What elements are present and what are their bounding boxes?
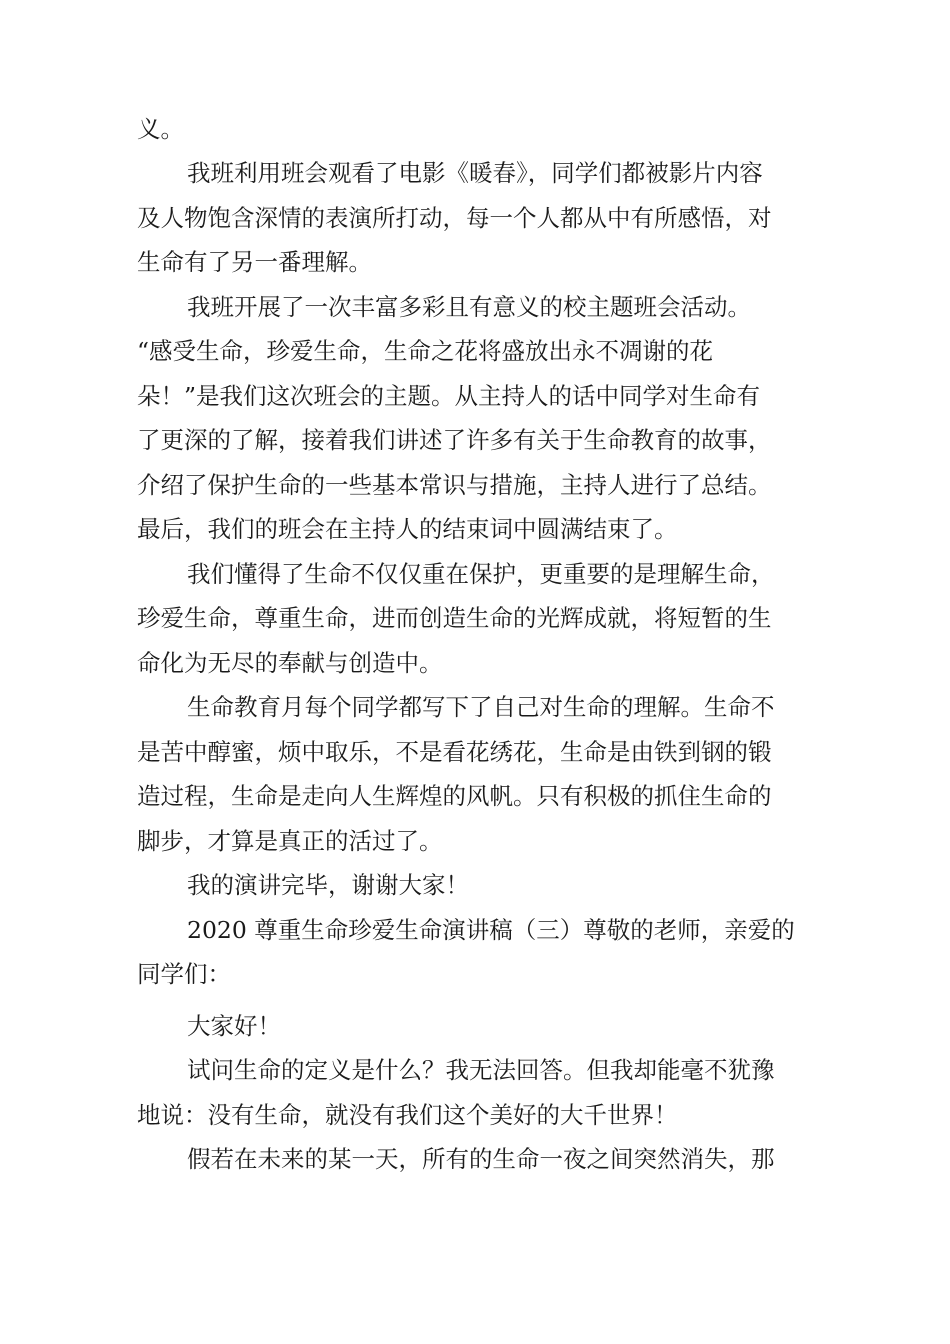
- text-line: 介绍了保护生命的一些基本常识与措施，主持人进行了总结。: [137, 471, 772, 499]
- text-line: 义。: [137, 115, 184, 143]
- text-line: 脚步，才算是真正的活过了。: [137, 827, 443, 855]
- paragraph-first-line: 试问生命的定义是什么？我无法回答。但我却能毫不犹豫: [187, 1056, 775, 1084]
- text-line: 了更深的了解，接着我们讲述了许多有关于生命教育的故事，: [137, 426, 772, 454]
- text-line: 朵！”是我们这次班会的主题。从主持人的话中同学对生命有: [137, 382, 761, 410]
- text-line: 及人物饱含深情的表演所打动，每一个人都从中有所感悟，对: [137, 204, 772, 232]
- text-line: “感受生命，珍爱生命，生命之花将盛放出永不凋谢的花: [137, 337, 714, 365]
- text-line: 是苦中醇蜜，烦中取乐，不是看花绣花，生命是由铁到钢的锻: [137, 738, 772, 766]
- text-line: 同学们：: [137, 960, 231, 988]
- paragraph-first-line: 我班开展了一次丰富多彩且有意义的校主题班会活动。: [187, 293, 751, 321]
- paragraph-first-line: 我班利用班会观看了电影《暖春》，同学们都被影片内容: [187, 159, 763, 187]
- paragraph-first-line: 假若在未来的某一天，所有的生命一夜之间突然消失，那: [187, 1145, 775, 1173]
- paragraph-first-line: 我们懂得了生命不仅仅重在保护，更重要的是理解生命，: [187, 560, 775, 588]
- text-line: 珍爱生命，尊重生命，进而创造生命的光辉成就，将短暂的生: [137, 604, 772, 632]
- text-line: 地说：没有生命，就没有我们这个美好的大千世界！: [137, 1101, 678, 1129]
- text-line: 最后，我们的班会在主持人的结束词中圆满结束了。: [137, 515, 678, 543]
- paragraph-first-line: 生命教育月每个同学都写下了自己对生命的理解。生命不: [187, 693, 775, 721]
- text-line: 命化为无尽的奉献与创造中。: [137, 649, 443, 677]
- text-line: 造过程，生命是走向人生辉煌的风帆。只有积极的抓住生命的: [137, 782, 772, 810]
- paragraph-first-line: 我的演讲完毕，谢谢大家！: [187, 871, 469, 899]
- paragraph-first-line: 2020 尊重生命珍爱生命演讲稿（三）尊敬的老师，亲爱的: [187, 916, 795, 944]
- paragraph-first-line: 大家好！: [187, 1012, 281, 1040]
- text-line: 生命有了另一番理解。: [137, 248, 372, 276]
